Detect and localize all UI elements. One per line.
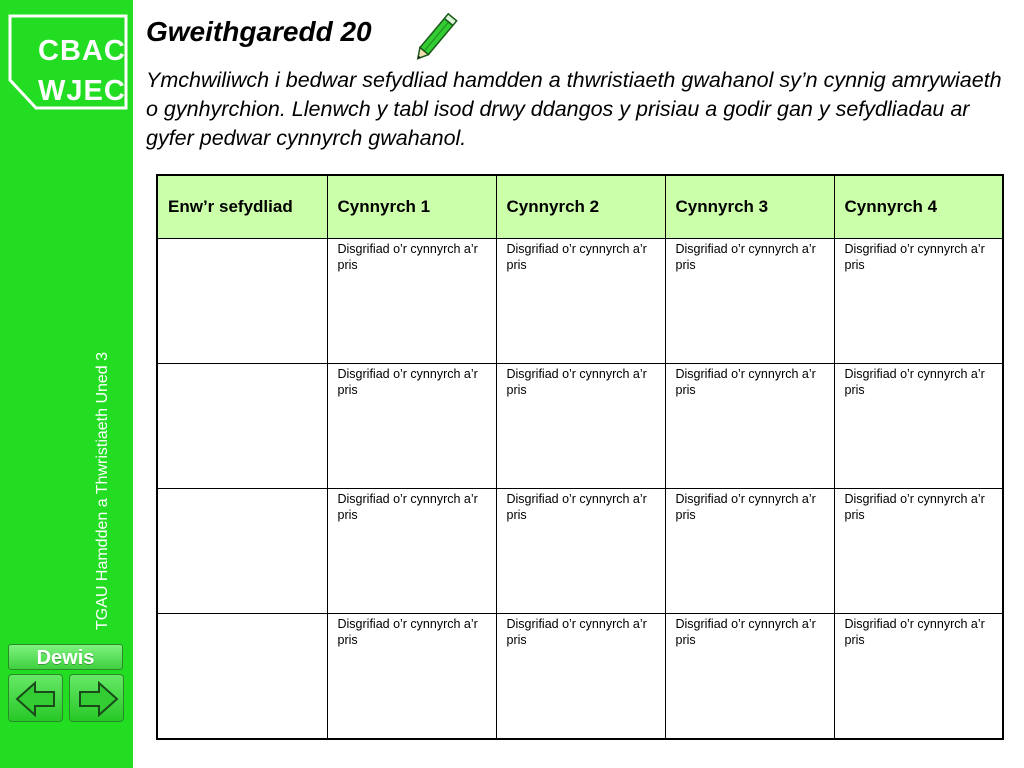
- instructions-text: Ymchwiliwch i bedwar sefydliad hamdden a thwristiaeth gwahanol sy’n cynnig amrywiaeth o gynhyrchion. Llenwch y tabl isod drwy ddangos y prisiau a godir gan y sefydliadau ar gyfer pedwar cynnyrch gwahanol.: [146, 68, 1002, 150]
- logo-text-wjec: WJEC: [38, 75, 126, 107]
- table-row: [157, 364, 1003, 489]
- table-row: [157, 614, 1003, 740]
- cell-text: Disgrifiad o’r cynnyrch a’r pris: [844, 367, 985, 397]
- cell-text: [158, 364, 327, 366]
- organisation-name-cell[interactable]: [157, 239, 327, 364]
- page-title: Gweithgaredd 20: [146, 16, 372, 47]
- cell-text: Disgrifiad o’r cynnyrch a’r pris: [337, 367, 478, 397]
- cell-text: Disgrifiad o’r cynnyrch a’r pris: [337, 617, 478, 647]
- cell-text: Disgrifiad o’r cynnyrch a’r pris: [506, 492, 647, 522]
- cell-text: Disgrifiad o’r cynnyrch a’r pris: [337, 492, 478, 522]
- cell-text: Disgrifiad o’r cynnyrch a’r pris: [675, 492, 816, 522]
- organisation-name-cell[interactable]: [157, 489, 327, 614]
- right-arrow-icon: [70, 675, 125, 723]
- header-organisation-name: Enw’r sefydliad: [157, 175, 327, 239]
- product-cell[interactable]: [665, 239, 834, 364]
- sidebar: [0, 0, 133, 768]
- product-cell[interactable]: [496, 614, 665, 740]
- course-label: TGAU Hamdden a Thwristiaeth Uned 3: [94, 351, 111, 630]
- product-cell[interactable]: [327, 239, 496, 364]
- organisation-name-cell[interactable]: [157, 614, 327, 740]
- product-cell[interactable]: [834, 614, 1003, 740]
- product-cell[interactable]: [834, 489, 1003, 614]
- product-cell[interactable]: [834, 364, 1003, 489]
- cell-text: Disgrifiad o’r cynnyrch a’r pris: [675, 242, 816, 272]
- product-cell[interactable]: [496, 489, 665, 614]
- logo-text-cbac: CBAC: [38, 35, 126, 67]
- table-row: [157, 489, 1003, 614]
- cell-text: Disgrifiad o’r cynnyrch a’r pris: [844, 492, 985, 522]
- header-product-3: Cynnyrch 3: [665, 175, 834, 239]
- table-header-row: [157, 175, 1003, 239]
- cell-text: Disgrifiad o’r cynnyrch a’r pris: [844, 617, 985, 647]
- pencil-icon: [414, 6, 466, 60]
- cell-text: Disgrifiad o’r cynnyrch a’r pris: [506, 242, 647, 272]
- dewis-button[interactable]: Dewis: [8, 644, 123, 670]
- cell-text: Disgrifiad o’r cynnyrch a’r pris: [506, 617, 647, 647]
- header-product-4: Cynnyrch 4: [834, 175, 1003, 239]
- cell-text: [158, 614, 327, 616]
- header-product-2: Cynnyrch 2: [496, 175, 665, 239]
- cell-text: [158, 239, 327, 241]
- cell-text: Disgrifiad o’r cynnyrch a’r pris: [337, 242, 478, 272]
- cell-text: [158, 489, 327, 491]
- product-cell[interactable]: [496, 239, 665, 364]
- cell-text: Disgrifiad o’r cynnyrch a’r pris: [506, 367, 647, 397]
- header-product-1: Cynnyrch 1: [327, 175, 496, 239]
- product-cell[interactable]: [665, 489, 834, 614]
- next-button[interactable]: [69, 674, 124, 722]
- left-arrow-icon: [9, 675, 64, 723]
- product-cell[interactable]: [327, 489, 496, 614]
- product-cell[interactable]: [834, 239, 1003, 364]
- cell-text: Disgrifiad o’r cynnyrch a’r pris: [675, 617, 816, 647]
- organisation-name-cell[interactable]: [157, 364, 327, 489]
- table-row: [157, 239, 1003, 364]
- product-cell[interactable]: [327, 614, 496, 740]
- cell-text: Disgrifiad o’r cynnyrch a’r pris: [675, 367, 816, 397]
- product-cell[interactable]: [327, 364, 496, 489]
- product-cell[interactable]: [665, 614, 834, 740]
- product-cell[interactable]: [665, 364, 834, 489]
- products-table: [156, 174, 1004, 740]
- cell-text: Disgrifiad o’r cynnyrch a’r pris: [844, 242, 985, 272]
- previous-button[interactable]: [8, 674, 63, 722]
- product-cell[interactable]: [496, 364, 665, 489]
